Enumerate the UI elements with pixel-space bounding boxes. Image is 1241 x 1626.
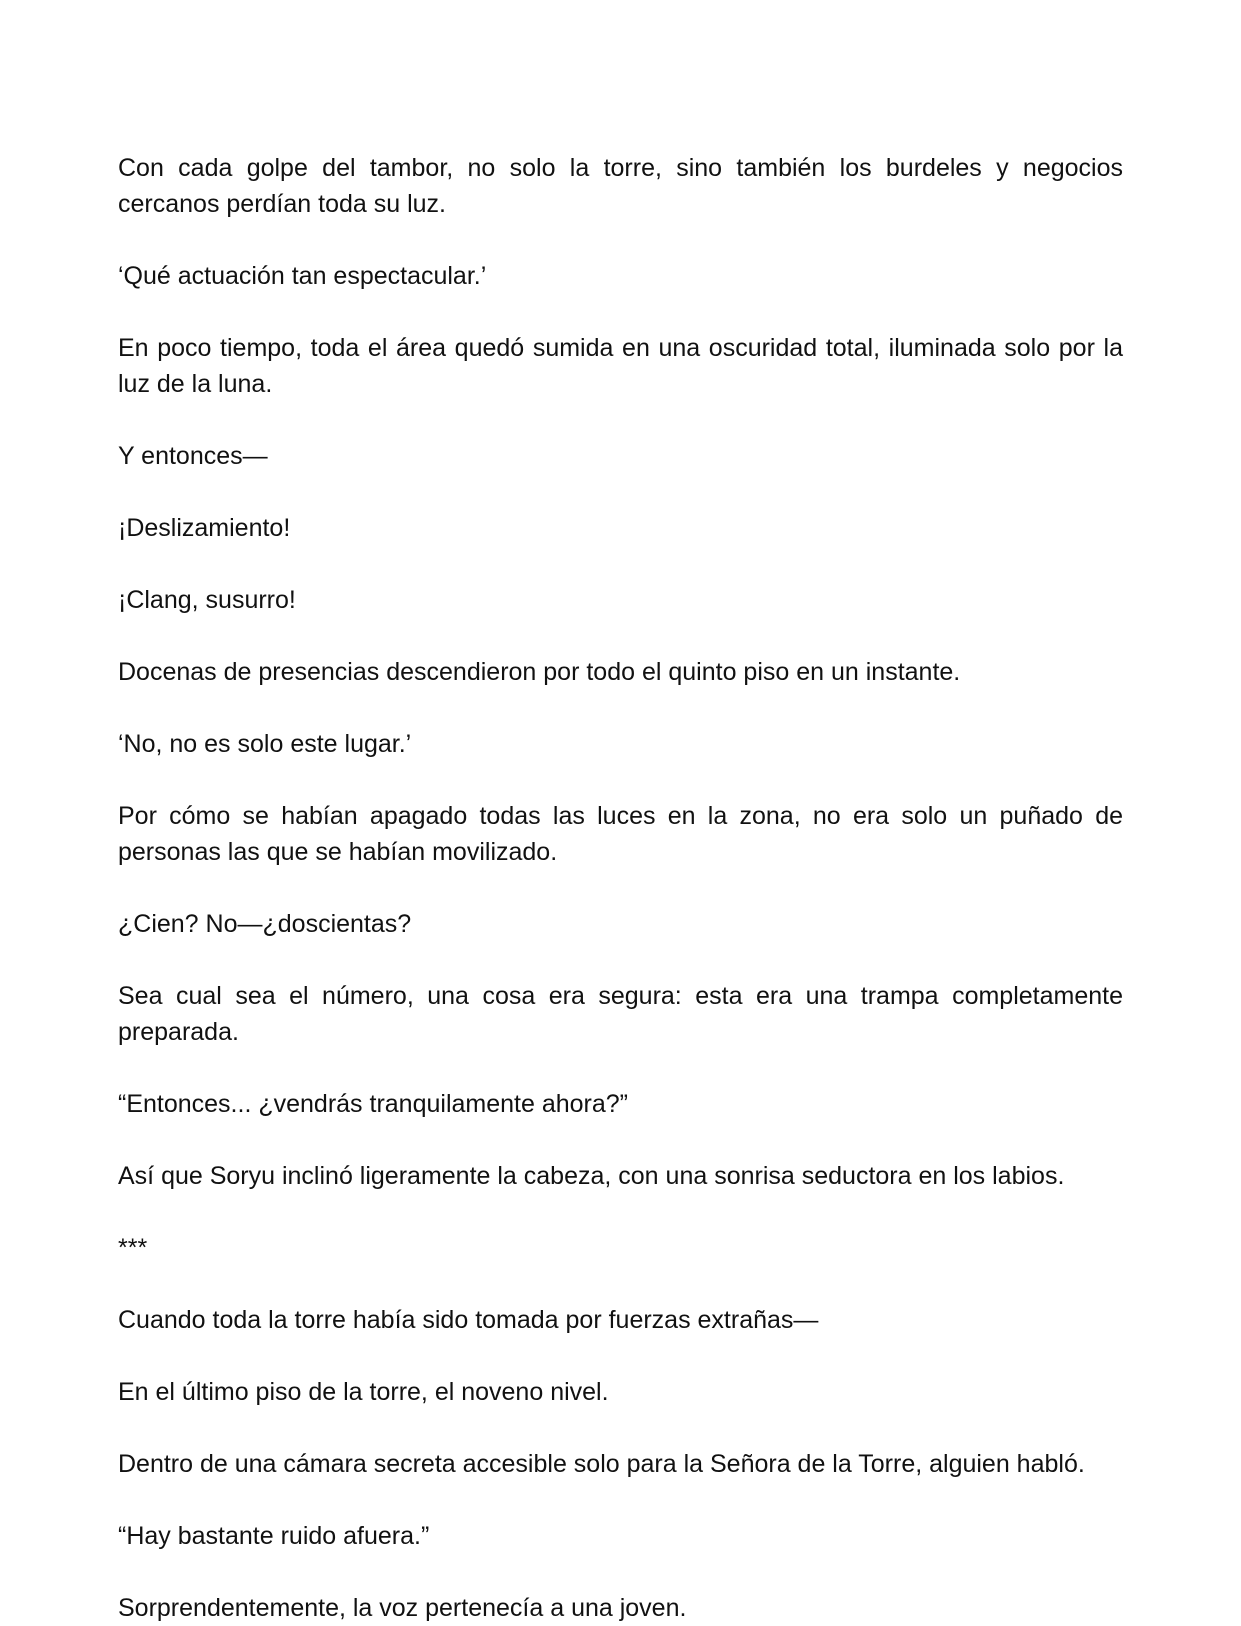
paragraph: Sea cual sea el número, una cosa era segura: esta era una trampa completamente preparada. — [118, 982, 1123, 1046]
paragraph: ¿Cien? No—¿doscientas? — [118, 910, 412, 938]
paragraph: Con cada golpe del tambor, no solo la torre, sino también los burdeles y negocios cercanos perdían toda su luz. — [118, 154, 1123, 218]
paragraph: ¡Clang, susurro! — [118, 586, 296, 614]
paragraph: “Entonces... ¿vendrás tranquilamente ahora?” — [118, 1090, 628, 1118]
paragraph: Sorprendentemente, la voz pertenecía a una joven. — [118, 1594, 687, 1622]
paragraph: ‘No, no es solo este lugar.’ — [118, 730, 412, 758]
paragraph: Cuando toda la torre había sido tomada por fuerzas extrañas— — [118, 1306, 819, 1334]
paragraph: En poco tiempo, toda el área quedó sumida en una oscuridad total, iluminada solo por la luz de la luna. — [118, 334, 1123, 398]
paragraph: Y entonces— — [118, 442, 268, 470]
paragraph: Por cómo se habían apagado todas las luces en la zona, no era solo un puñado de personas las que se habían movilizado. — [118, 802, 1123, 866]
paragraph: Dentro de una cámara secreta accesible solo para la Señora de la Torre, alguien habló. — [118, 1450, 1085, 1478]
paragraph: En el último piso de la torre, el noveno nivel. — [118, 1378, 609, 1406]
paragraph: Así que Soryu inclinó ligeramente la cabeza, con una sonrisa seductora en los labios. — [118, 1162, 1065, 1190]
paragraph: ‘Qué actuación tan espectacular.’ — [118, 262, 487, 290]
paragraph: Docenas de presencias descendieron por todo el quinto piso en un instante. — [118, 658, 961, 686]
document-page — [118, 150, 1123, 1626]
section-divider: *** — [118, 1234, 148, 1262]
paragraph: “Hay bastante ruido afuera.” — [118, 1522, 430, 1550]
paragraph: ¡Deslizamiento! — [118, 514, 291, 542]
